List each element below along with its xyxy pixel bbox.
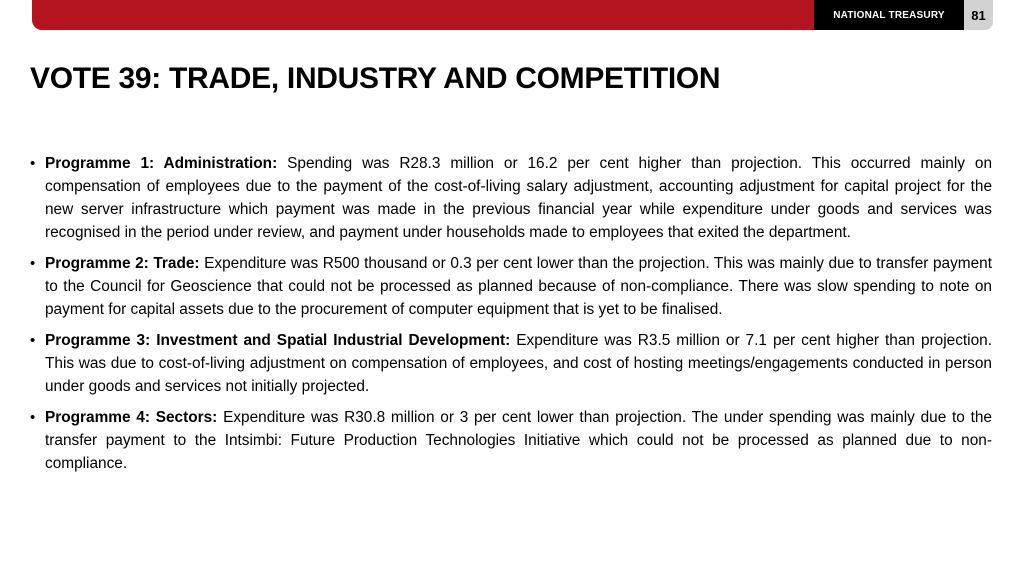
- list-item: [30, 406, 992, 475]
- bullet-icon: •: [30, 155, 36, 172]
- page-title: VOTE 39: TRADE, INDUSTRY AND COMPETITION: [30, 62, 721, 95]
- page-number: 81: [964, 0, 993, 30]
- header-red-bar: [32, 0, 814, 30]
- item-text: Expenditure was R3.5 million or 7.1 per cent higher than projection. This was due to cost-of-living adjustment on compensation of employees, and cost of hosting meetings/engagements conducted in person under goods and services not initially projected.: [45, 332, 992, 395]
- bullet-icon: •: [30, 409, 36, 426]
- item-text: Expenditure was R500 thousand or 0.3 per cent lower than the projection. This was mainly due to transfer payment to the Council for Geoscience that could not be processed as planned because of non-compliance. There was slow spending to note on payment for capital assets due to the procurement of computer equipment that is yet to be finalised.: [45, 255, 992, 318]
- item-label: Programme 4: Sectors:: [45, 409, 218, 426]
- bullet-icon: •: [30, 255, 36, 272]
- list-item: [30, 252, 992, 321]
- item-text: Spending was R28.3 million or 16.2 per cent higher than projection. This occurred mainly on compensation of employees due to the payment of the cost-of-living salary adjustment, accounting adjustment for capital project for the new server infrastructure which payment was made in the previous financial year while expenditure under goods and services was recognised in the period under review, and payment under households made to employees that exited the department.: [45, 155, 993, 241]
- item-label: Programme 1: Administration:: [45, 155, 278, 172]
- bullet-icon: •: [30, 332, 36, 349]
- item-label: Programme 3: Investment and Spatial Industrial Development:: [45, 332, 511, 349]
- list-item: [30, 329, 992, 398]
- item-label: Programme 2: Trade:: [45, 255, 200, 272]
- bullet-list: [30, 152, 992, 483]
- item-text: Expenditure was R30.8 million or 3 per cent lower than projection. The under spending was mainly due to the transfer payment to the Intsimbi: Future Production Technologies Initiative which could not be processed as planned due to non-compliance.: [45, 409, 992, 472]
- list-item: [30, 152, 992, 244]
- brand-label: NATIONAL TREASURY: [814, 0, 964, 30]
